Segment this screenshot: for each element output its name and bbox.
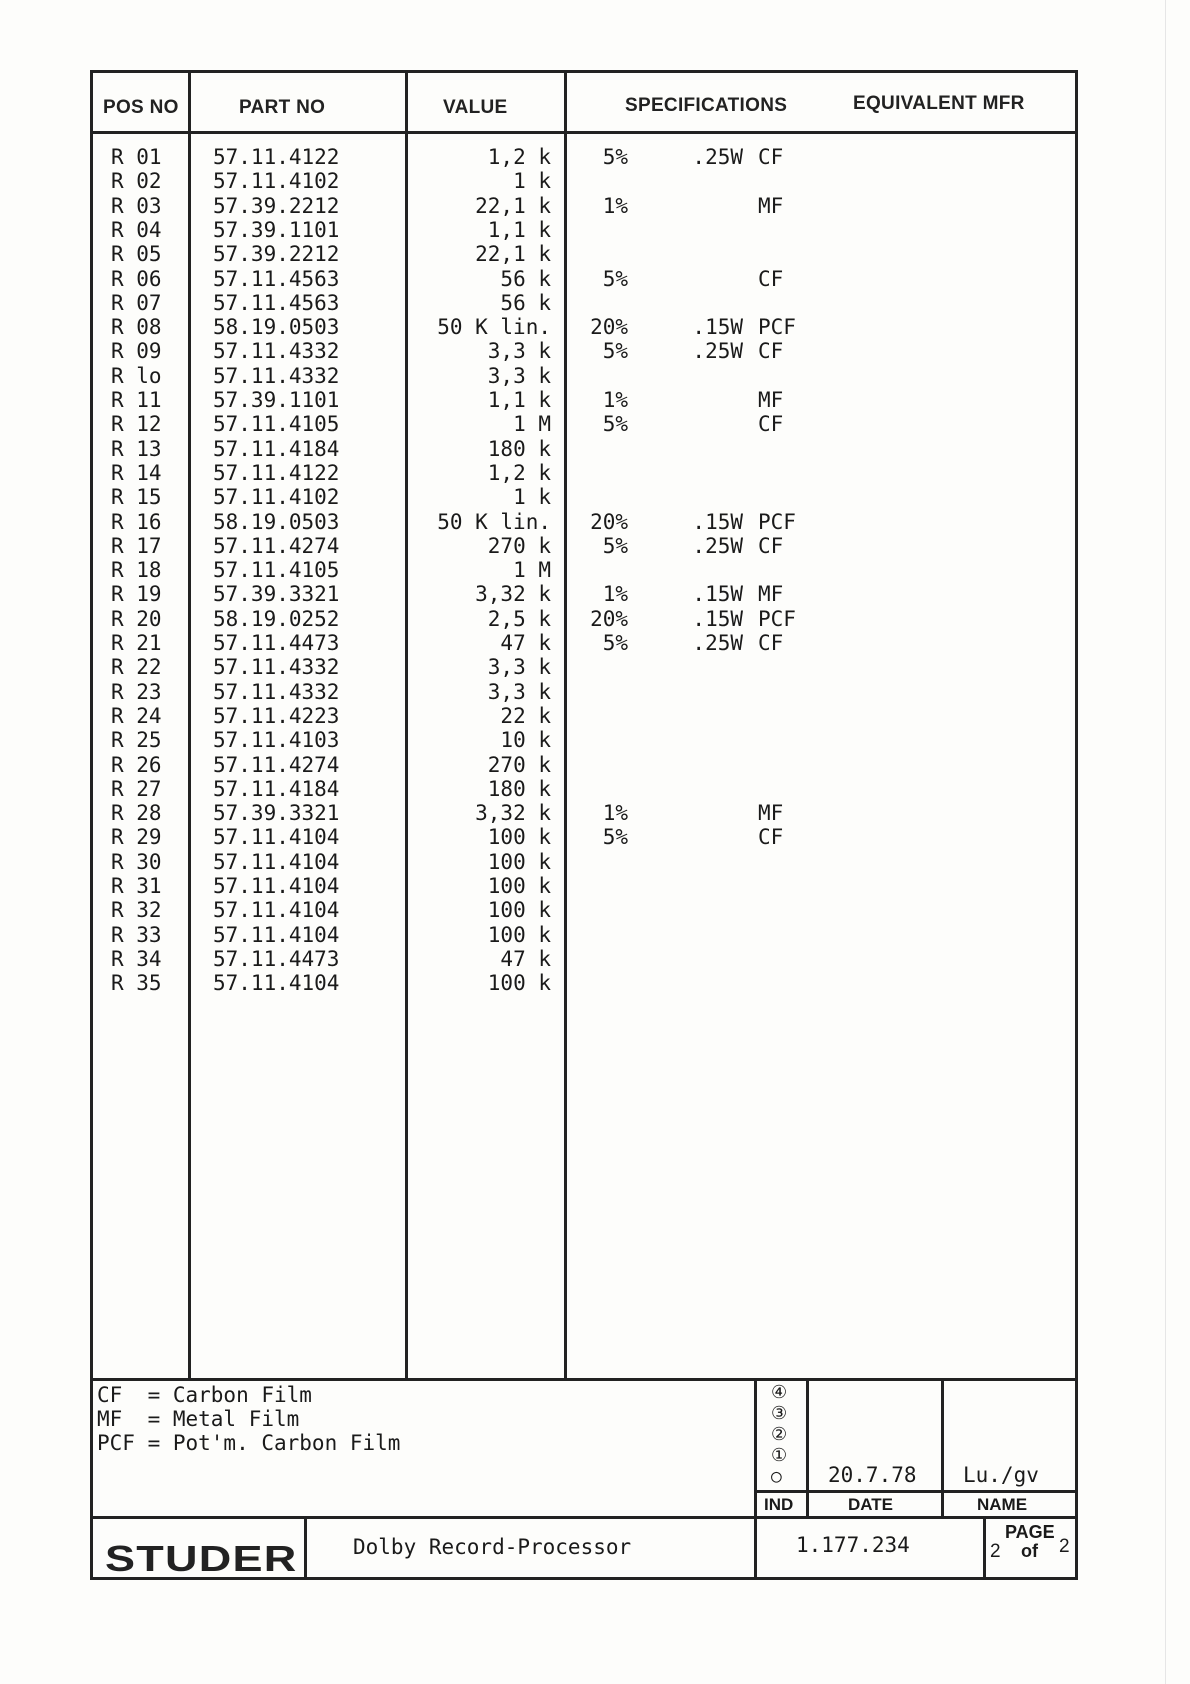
legend-divider xyxy=(93,1378,1078,1381)
pos-no-cell: R 07 xyxy=(111,290,162,315)
part-no-cell: 57.11.4105 xyxy=(213,558,340,583)
table-row xyxy=(93,315,1073,339)
part-no-cell: 57.11.4473 xyxy=(213,946,340,971)
table-row xyxy=(93,218,1073,242)
value-cell: 1 M xyxy=(513,558,551,583)
pos-no-cell: R 03 xyxy=(111,193,162,218)
part-no-cell: 57.39.1101 xyxy=(213,388,340,412)
pos-no-cell: R 09 xyxy=(111,339,162,364)
table-row xyxy=(93,485,1073,509)
wattage-cell: .15W xyxy=(692,509,743,534)
tolerance-cell: 5% xyxy=(602,533,628,558)
part-no-cell: 57.11.4104 xyxy=(213,971,340,996)
rev-index-2: ② xyxy=(771,1424,788,1445)
table-row xyxy=(93,364,1073,388)
table-row xyxy=(93,971,1073,995)
wattage-cell: .25W xyxy=(692,145,743,169)
part-no-cell: 58.19.0503 xyxy=(213,315,340,340)
pos-no-cell: R 20 xyxy=(111,606,162,631)
type-cell: PCF xyxy=(758,315,796,340)
header-specifications: SPECIFICATIONS xyxy=(625,95,788,116)
value-cell: 100 k xyxy=(487,922,551,947)
part-no-cell: 57.11.4122 xyxy=(213,460,340,485)
type-cell: CF xyxy=(758,533,784,558)
table-row xyxy=(93,339,1073,363)
value-cell: 3,3 k xyxy=(487,679,551,704)
value-cell: 1,2 k xyxy=(487,145,551,169)
table-row xyxy=(93,947,1073,971)
part-no-cell: 57.11.4105 xyxy=(213,412,340,437)
value-cell: 180 k xyxy=(487,436,551,461)
value-cell: 3,3 k xyxy=(487,363,551,388)
pos-no-cell: R 02 xyxy=(111,169,162,194)
value-cell: 1,2 k xyxy=(487,460,551,485)
table-row xyxy=(93,777,1073,801)
part-no-cell: 57.11.4563 xyxy=(213,266,340,291)
table-row xyxy=(93,510,1073,534)
tolerance-cell: 1% xyxy=(602,582,628,607)
type-cell: MF xyxy=(758,801,784,826)
part-no-cell: 57.39.1101 xyxy=(213,217,340,242)
tolerance-cell: 5% xyxy=(602,145,628,169)
value-cell: 22,1 k xyxy=(475,193,551,218)
part-no-cell: 57.11.4104 xyxy=(213,922,340,947)
tolerance-cell: 20% xyxy=(590,606,628,631)
pos-no-cell: R 29 xyxy=(111,825,162,850)
tolerance-cell: 1% xyxy=(602,388,628,412)
document-title: Dolby Record-Processor xyxy=(353,1535,632,1559)
wattage-cell: .15W xyxy=(692,606,743,631)
type-cell: CF xyxy=(758,631,784,655)
table-row xyxy=(93,728,1073,752)
part-no-cell: 57.11.4332 xyxy=(213,679,340,704)
part-no-cell: 57.11.4274 xyxy=(213,752,340,777)
pos-no-cell: R lo xyxy=(111,363,162,388)
part-no-cell: 57.11.4184 xyxy=(213,776,340,801)
tolerance-cell: 1% xyxy=(602,193,628,218)
pos-no-cell: R 04 xyxy=(111,217,162,242)
pos-no-cell: R 22 xyxy=(111,655,162,680)
table-row xyxy=(93,145,1073,169)
pos-no-cell: R 35 xyxy=(111,971,162,996)
value-cell: 3,32 k xyxy=(475,582,551,607)
tolerance-cell: 5% xyxy=(602,825,628,850)
pos-no-cell: R 12 xyxy=(111,412,162,437)
tolerance-cell: 20% xyxy=(590,509,628,534)
legend-mf: MF = Metal Film xyxy=(97,1407,300,1431)
header-value: VALUE xyxy=(443,97,508,118)
header-divider xyxy=(93,131,1078,134)
table-row xyxy=(93,534,1073,558)
legend-pcf: PCF = Pot'm. Carbon Film xyxy=(97,1431,401,1455)
table-row xyxy=(93,558,1073,582)
value-cell: 1,1 k xyxy=(487,388,551,412)
pos-no-cell: R 23 xyxy=(111,679,162,704)
page-total: 2 xyxy=(1059,1536,1070,1557)
parts-list-sheet xyxy=(90,70,1078,1580)
tolerance-cell: 5% xyxy=(602,631,628,655)
pos-no-cell: R 26 xyxy=(111,752,162,777)
part-no-cell: 57.11.4104 xyxy=(213,825,340,850)
pos-no-cell: R 32 xyxy=(111,898,162,923)
table-row xyxy=(93,753,1073,777)
value-cell: 50 K lin. xyxy=(437,315,551,340)
pos-no-cell: R 13 xyxy=(111,436,162,461)
pos-no-cell: R 14 xyxy=(111,460,162,485)
value-cell: 2,5 k xyxy=(487,606,551,631)
type-cell: CF xyxy=(758,412,784,437)
page-col-line xyxy=(983,1516,986,1580)
type-cell: MF xyxy=(758,582,784,607)
rev-date: 20.7.78 xyxy=(828,1463,917,1487)
part-no-cell: 57.11.4122 xyxy=(213,145,340,169)
pos-no-cell: R 24 xyxy=(111,703,162,728)
part-no-cell: 57.11.4102 xyxy=(213,169,340,194)
pos-no-cell: R 30 xyxy=(111,849,162,874)
table-row xyxy=(93,801,1073,825)
value-cell: 100 k xyxy=(487,898,551,923)
pos-no-cell: R 19 xyxy=(111,582,162,607)
pos-no-cell: R 25 xyxy=(111,728,162,753)
ind-label: IND xyxy=(764,1495,794,1514)
tolerance-cell: 5% xyxy=(602,339,628,364)
table-row xyxy=(93,680,1073,704)
value-cell: 47 k xyxy=(500,946,551,971)
wattage-cell: .15W xyxy=(692,315,743,340)
value-cell: 270 k xyxy=(487,533,551,558)
table-row xyxy=(93,242,1073,266)
table-row xyxy=(93,874,1073,898)
part-no-cell: 57.11.4473 xyxy=(213,631,340,655)
pos-no-cell: R 34 xyxy=(111,946,162,971)
pos-no-cell: R 28 xyxy=(111,801,162,826)
part-no-cell: 57.11.4332 xyxy=(213,655,340,680)
table-row xyxy=(93,582,1073,606)
tolerance-cell: 1% xyxy=(602,801,628,826)
rev-label-divider xyxy=(754,1490,1078,1493)
value-cell: 47 k xyxy=(500,631,551,655)
type-cell: PCF xyxy=(758,509,796,534)
part-no-cell: 57.11.4104 xyxy=(213,898,340,923)
part-no-cell: 57.39.3321 xyxy=(213,582,340,607)
page-number: 2 xyxy=(990,1541,1001,1562)
legend-cf: CF = Carbon Film xyxy=(97,1383,312,1407)
pos-no-cell: R 27 xyxy=(111,776,162,801)
value-cell: 1 k xyxy=(513,485,551,510)
logo-col-line xyxy=(304,1516,307,1580)
value-cell: 3,3 k xyxy=(487,339,551,364)
date-col-line xyxy=(806,1378,809,1518)
header-equivalent-mfr: EQUIVALENT MFR xyxy=(853,93,1025,114)
pos-no-cell: R 06 xyxy=(111,266,162,291)
name-label: NAME xyxy=(977,1495,1028,1514)
part-no-cell: 57.11.4332 xyxy=(213,339,340,364)
pos-no-cell: R 16 xyxy=(111,509,162,534)
studer-logo: STUDER xyxy=(105,1538,298,1579)
pos-no-cell: R 11 xyxy=(111,388,162,412)
tolerance-cell: 20% xyxy=(590,315,628,340)
table-row xyxy=(93,850,1073,874)
value-cell: 100 k xyxy=(487,874,551,898)
value-cell: 1 M xyxy=(513,412,551,437)
table-row xyxy=(93,898,1073,922)
value-cell: 1,1 k xyxy=(487,217,551,242)
name-col-line xyxy=(941,1378,944,1518)
part-no-cell: 57.11.4184 xyxy=(213,436,340,461)
part-no-cell: 57.11.4223 xyxy=(213,703,340,728)
table-row xyxy=(93,388,1073,412)
part-no-cell: 57.39.3321 xyxy=(213,801,340,826)
value-cell: 100 k xyxy=(487,971,551,996)
page-edge-line xyxy=(1165,0,1166,1684)
value-cell: 50 K lin. xyxy=(437,509,551,534)
pos-no-cell: R 08 xyxy=(111,315,162,340)
table-row xyxy=(93,412,1073,436)
pos-no-cell: R 17 xyxy=(111,533,162,558)
table-row xyxy=(93,437,1073,461)
table-row xyxy=(93,704,1073,728)
part-no-cell: 58.19.0503 xyxy=(213,509,340,534)
pos-no-cell: R 05 xyxy=(111,242,162,267)
part-no-cell: 57.11.4103 xyxy=(213,728,340,753)
rev-index-3: ③ xyxy=(771,1403,788,1424)
pos-no-cell: R 33 xyxy=(111,922,162,947)
value-cell: 100 k xyxy=(487,825,551,850)
part-no-cell: 57.39.2212 xyxy=(213,242,340,267)
rev-index-4: ④ xyxy=(771,1382,788,1403)
value-cell: 22 k xyxy=(500,703,551,728)
value-cell: 56 k xyxy=(500,290,551,315)
value-cell: 180 k xyxy=(487,776,551,801)
pos-no-cell: R 31 xyxy=(111,874,162,898)
value-cell: 22,1 k xyxy=(475,242,551,267)
footer-divider xyxy=(93,1516,1078,1519)
table-row xyxy=(93,631,1073,655)
document-number: 1.177.234 xyxy=(796,1533,910,1557)
part-no-cell: 57.39.2212 xyxy=(213,193,340,218)
type-cell: CF xyxy=(758,145,784,169)
pos-no-cell: R 21 xyxy=(111,631,162,655)
type-cell: MF xyxy=(758,193,784,218)
part-no-cell: 57.11.4332 xyxy=(213,363,340,388)
tolerance-cell: 5% xyxy=(602,266,628,291)
table-row xyxy=(93,923,1073,947)
rev-name: Lu./gv xyxy=(963,1463,1039,1487)
type-cell: CF xyxy=(758,825,784,850)
header-pos-no: POS NO xyxy=(103,97,179,118)
value-cell: 1 k xyxy=(513,169,551,194)
table-row xyxy=(93,267,1073,291)
type-cell: CF xyxy=(758,266,784,291)
table-row xyxy=(93,825,1073,849)
wattage-cell: .25W xyxy=(692,631,743,655)
table-row xyxy=(93,461,1073,485)
table-row xyxy=(93,169,1073,193)
type-cell: CF xyxy=(758,339,784,364)
header-part-no: PART NO xyxy=(239,97,326,118)
part-no-cell: 57.11.4104 xyxy=(213,874,340,898)
page-label: PAGE xyxy=(1005,1522,1055,1542)
wattage-cell: .25W xyxy=(692,533,743,558)
ind-col-line xyxy=(754,1378,757,1578)
part-no-cell: 58.19.0252 xyxy=(213,606,340,631)
table-row xyxy=(93,194,1073,218)
table-row xyxy=(93,291,1073,315)
value-cell: 10 k xyxy=(500,728,551,753)
type-cell: PCF xyxy=(758,606,796,631)
rev-index-1: ① xyxy=(771,1445,788,1466)
pos-no-cell: R 18 xyxy=(111,558,162,583)
part-no-cell: 57.11.4102 xyxy=(213,485,340,510)
value-cell: 56 k xyxy=(500,266,551,291)
date-label: DATE xyxy=(848,1495,894,1514)
part-no-cell: 57.11.4104 xyxy=(213,849,340,874)
table-row xyxy=(93,607,1073,631)
rev-index-0: ○ xyxy=(771,1466,782,1487)
type-cell: MF xyxy=(758,388,784,412)
part-no-cell: 57.11.4274 xyxy=(213,533,340,558)
value-cell: 3,32 k xyxy=(475,801,551,826)
value-cell: 270 k xyxy=(487,752,551,777)
wattage-cell: .25W xyxy=(692,339,743,364)
wattage-cell: .15W xyxy=(692,582,743,607)
tolerance-cell: 5% xyxy=(602,412,628,437)
table-row xyxy=(93,655,1073,679)
pos-no-cell: R 15 xyxy=(111,485,162,510)
value-cell: 100 k xyxy=(487,849,551,874)
of-label: of xyxy=(1021,1541,1038,1561)
part-no-cell: 57.11.4563 xyxy=(213,290,340,315)
value-cell: 3,3 k xyxy=(487,655,551,680)
pos-no-cell: R 01 xyxy=(111,145,162,169)
